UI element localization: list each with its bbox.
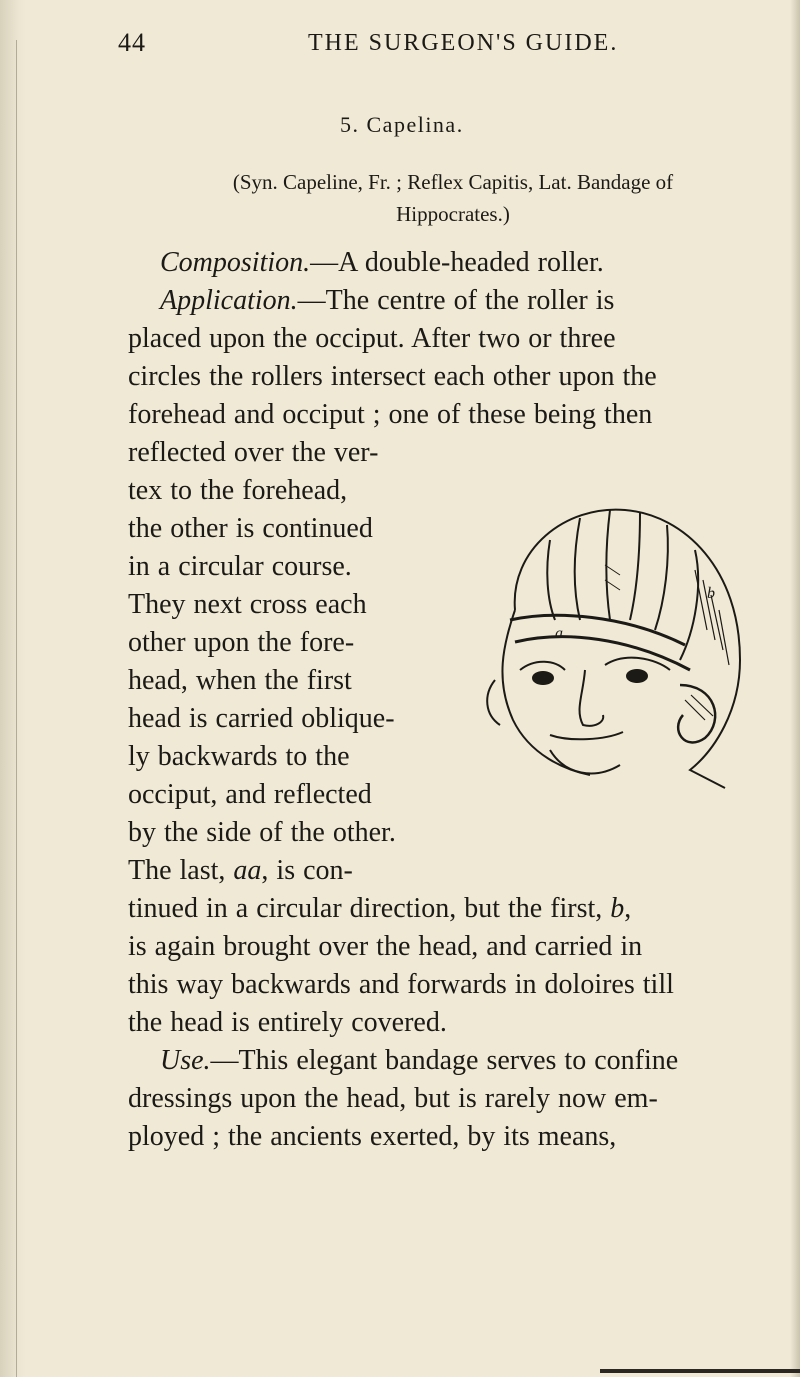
composition-paragraph [128, 244, 760, 282]
application-line: tex to the forehead, [128, 475, 348, 506]
use-paragraph [128, 1042, 760, 1156]
figure-label-b: b [707, 585, 715, 602]
application-paragraph-bottom [128, 890, 760, 1042]
page-right-edge [790, 0, 800, 1377]
application-line: Application.—The centre of the roller is [160, 285, 615, 316]
section-title: 5. Capelina. [340, 112, 464, 137]
application-label: Application. [160, 285, 298, 316]
composition-text: —A double-headed roller. [310, 247, 604, 278]
application-line: ly backwards to the [128, 741, 350, 772]
synonyms [128, 166, 778, 230]
application-line: reflected over the ver- [128, 437, 379, 468]
application-line: tinued in a circular direction, but the first, b, [128, 893, 632, 924]
composition-label: Composition. [160, 247, 311, 278]
application-paragraph-top [128, 282, 760, 434]
application-line: this way backwards and forwards in doloires till [128, 969, 674, 1000]
application-line: head is carried oblique- [128, 703, 395, 734]
application-line: The last, aa, is con- [128, 855, 353, 886]
application-line: occiput, and reflected [128, 779, 372, 810]
application-line: in a circular course. [128, 551, 352, 582]
application-line: head, when the first [128, 665, 352, 696]
application-line: is again brought over the head, and carried in [128, 931, 643, 962]
figure-label-a: a [555, 625, 563, 642]
application-line: forehead and occiput ; one of these being then [128, 399, 653, 430]
page-gutter-shadow [0, 0, 26, 1377]
running-title: THE SURGEON'S GUIDE. [308, 30, 619, 56]
application-line: by the side of the other. [128, 817, 396, 848]
synonyms-line: (Syn. Capeline, Fr. ; Reflex Capitis, Lat. Bandage of [232, 170, 674, 194]
page-edge [16, 40, 17, 1377]
application-line: other upon the fore- [128, 627, 355, 658]
use-line: Use.—This elegant bandage serves to confine [160, 1045, 679, 1076]
application-line: the head is entirely covered. [128, 1007, 447, 1038]
application-line: placed upon the occiput. After two or three [128, 323, 616, 354]
use-label: Use. [160, 1045, 211, 1076]
application-line: circles the rollers intersect each other upon the [128, 361, 657, 392]
running-header [118, 28, 778, 68]
application-paragraph-narrow [128, 434, 448, 890]
page-number: 44 [118, 28, 146, 57]
use-line: dressings upon the head, but is rarely now em- [128, 1083, 658, 1114]
use-line: ployed ; the ancients exerted, by its means, [128, 1121, 617, 1152]
application-line: the other is continued [128, 513, 373, 544]
bottom-rule [600, 1369, 800, 1373]
application-line: They next cross each [128, 589, 367, 620]
synonyms-line: Hippocrates.) [396, 202, 510, 226]
capelina-bandage-illustration [455, 470, 755, 800]
